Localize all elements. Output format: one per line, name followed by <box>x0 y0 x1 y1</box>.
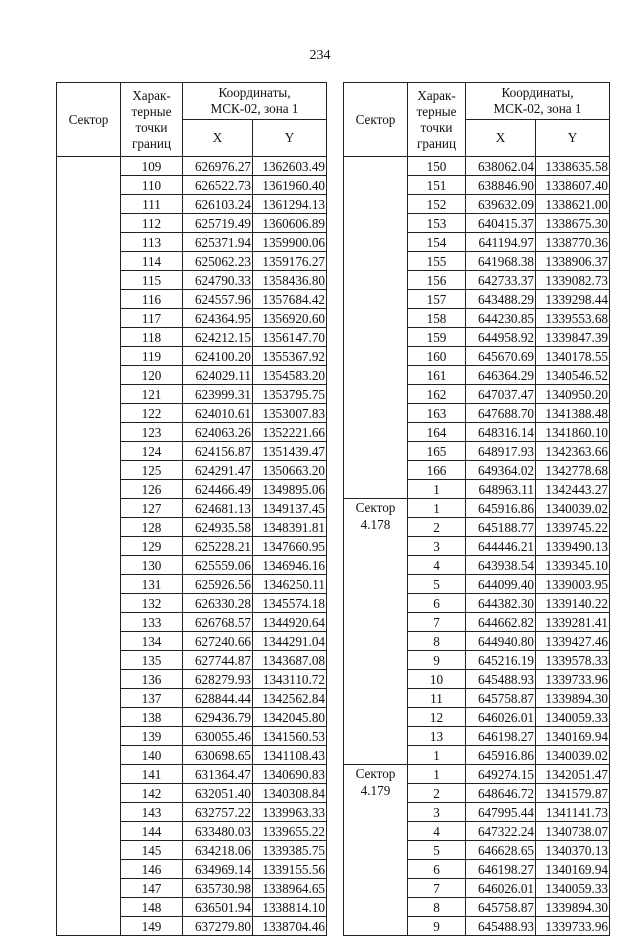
x-coordinate-cell: 639632.09 <box>466 195 536 214</box>
point-number-cell: 129 <box>121 537 183 556</box>
y-coordinate-cell: 1341560.53 <box>253 727 327 746</box>
x-coordinate-cell: 625559.06 <box>183 556 253 575</box>
point-number-cell: 142 <box>121 784 183 803</box>
header-points-line: точки <box>420 119 453 135</box>
point-number-cell: 120 <box>121 366 183 385</box>
y-coordinate-cell: 1339578.33 <box>536 651 610 670</box>
y-coordinate-cell: 1339155.56 <box>253 860 327 879</box>
header-sector: Сектор <box>344 83 408 157</box>
point-number-cell: 159 <box>408 328 466 347</box>
sector-label: Сектор <box>355 500 396 515</box>
header-points-line: терные <box>131 103 172 119</box>
point-number-cell: 166 <box>408 461 466 480</box>
x-coordinate-cell: 643938.54 <box>466 556 536 575</box>
x-coordinate-cell: 645216.19 <box>466 651 536 670</box>
x-coordinate-cell: 640415.37 <box>466 214 536 233</box>
x-coordinate-cell: 625926.56 <box>183 575 253 594</box>
y-coordinate-cell: 1339894.30 <box>536 898 610 917</box>
x-coordinate-cell: 629436.79 <box>183 708 253 727</box>
y-coordinate-cell: 1351439.47 <box>253 442 327 461</box>
x-coordinate-cell: 646364.29 <box>466 366 536 385</box>
y-coordinate-cell: 1339385.75 <box>253 841 327 860</box>
y-coordinate-cell: 1341388.48 <box>536 404 610 423</box>
x-coordinate-cell: 638062.04 <box>466 157 536 176</box>
y-coordinate-cell: 1350663.20 <box>253 461 327 480</box>
point-number-cell: 134 <box>121 632 183 651</box>
point-number-cell: 118 <box>121 328 183 347</box>
y-coordinate-cell: 1361294.13 <box>253 195 327 214</box>
y-coordinate-cell: 1341108.43 <box>253 746 327 765</box>
y-coordinate-cell: 1345574.18 <box>253 594 327 613</box>
point-number-cell: 5 <box>408 841 466 860</box>
sector-label: 4.179 <box>360 783 391 798</box>
header-coordinates <box>183 83 327 120</box>
point-number-cell: 111 <box>121 195 183 214</box>
coordinates-table-right <box>343 82 610 936</box>
x-coordinate-cell: 643488.29 <box>466 290 536 309</box>
y-coordinate-cell: 1340039.02 <box>536 746 610 765</box>
y-coordinate-cell: 1339733.96 <box>536 670 610 689</box>
y-coordinate-cell: 1356920.60 <box>253 309 327 328</box>
point-number-cell: 8 <box>408 632 466 651</box>
y-coordinate-cell: 1349137.45 <box>253 499 327 518</box>
point-number-cell: 113 <box>121 233 183 252</box>
y-coordinate-cell: 1341141.73 <box>536 803 610 822</box>
y-coordinate-cell: 1341579.87 <box>536 784 610 803</box>
x-coordinate-cell: 646198.27 <box>466 860 536 879</box>
y-coordinate-cell: 1340059.33 <box>536 708 610 727</box>
x-coordinate-cell: 647322.24 <box>466 822 536 841</box>
point-number-cell: 165 <box>408 442 466 461</box>
x-coordinate-cell: 631364.47 <box>183 765 253 784</box>
y-coordinate-cell: 1353007.83 <box>253 404 327 423</box>
x-coordinate-cell: 624935.58 <box>183 518 253 537</box>
x-coordinate-cell: 645916.86 <box>466 746 536 765</box>
point-number-cell: 7 <box>408 879 466 898</box>
point-number-cell: 9 <box>408 651 466 670</box>
y-coordinate-cell: 1339082.73 <box>536 271 610 290</box>
point-number-cell: 136 <box>121 670 183 689</box>
x-coordinate-cell: 645670.69 <box>466 347 536 366</box>
x-coordinate-cell: 634969.14 <box>183 860 253 879</box>
x-coordinate-cell: 626330.28 <box>183 594 253 613</box>
x-coordinate-cell: 648963.11 <box>466 480 536 499</box>
y-coordinate-cell: 1361960.40 <box>253 176 327 195</box>
y-coordinate-cell: 1342051.47 <box>536 765 610 784</box>
y-coordinate-cell: 1340178.55 <box>536 347 610 366</box>
header-points-line: Харак- <box>417 87 456 103</box>
sector-cell <box>344 765 408 936</box>
x-coordinate-cell: 644446.21 <box>466 537 536 556</box>
point-number-cell: 153 <box>408 214 466 233</box>
point-number-cell: 112 <box>121 214 183 233</box>
x-coordinate-cell: 645916.86 <box>466 499 536 518</box>
point-number-cell: 2 <box>408 784 466 803</box>
y-coordinate-cell: 1339894.30 <box>536 689 610 708</box>
y-coordinate-cell: 1339281.41 <box>536 613 610 632</box>
x-coordinate-cell: 632757.22 <box>183 803 253 822</box>
table-body <box>344 157 610 936</box>
header-points-line: границ <box>416 135 457 151</box>
x-coordinate-cell: 624466.49 <box>183 480 253 499</box>
x-coordinate-cell: 646198.27 <box>466 727 536 746</box>
y-coordinate-cell: 1356147.70 <box>253 328 327 347</box>
point-number-cell: 4 <box>408 556 466 575</box>
point-number-cell: 150 <box>408 157 466 176</box>
x-coordinate-cell: 624100.20 <box>183 347 253 366</box>
point-number-cell: 9 <box>408 917 466 936</box>
x-coordinate-cell: 644099.40 <box>466 575 536 594</box>
x-coordinate-cell: 637279.80 <box>183 917 253 936</box>
point-number-cell: 145 <box>121 841 183 860</box>
x-coordinate-cell: 624029.11 <box>183 366 253 385</box>
y-coordinate-cell: 1355367.92 <box>253 347 327 366</box>
y-coordinate-cell: 1359900.06 <box>253 233 327 252</box>
point-number-cell: 117 <box>121 309 183 328</box>
y-coordinate-cell: 1339553.68 <box>536 309 610 328</box>
x-coordinate-cell: 627744.87 <box>183 651 253 670</box>
point-number-cell: 131 <box>121 575 183 594</box>
point-number-cell: 3 <box>408 537 466 556</box>
header-points-line: границ <box>131 135 172 151</box>
point-number-cell: 147 <box>121 879 183 898</box>
sector-label: Сектор <box>355 766 396 781</box>
point-number-cell: 110 <box>121 176 183 195</box>
y-coordinate-cell: 1340738.07 <box>536 822 610 841</box>
y-coordinate-cell: 1339003.95 <box>536 575 610 594</box>
y-coordinate-cell: 1340169.94 <box>536 860 610 879</box>
x-coordinate-cell: 624156.87 <box>183 442 253 461</box>
point-number-cell: 149 <box>121 917 183 936</box>
header-points <box>408 83 466 157</box>
x-coordinate-cell: 623999.31 <box>183 385 253 404</box>
point-number-cell: 1 <box>408 480 466 499</box>
x-coordinate-cell: 645188.77 <box>466 518 536 537</box>
x-coordinate-cell: 628279.93 <box>183 670 253 689</box>
x-coordinate-cell: 635730.98 <box>183 879 253 898</box>
x-coordinate-cell: 636501.94 <box>183 898 253 917</box>
x-coordinate-cell: 649364.02 <box>466 461 536 480</box>
page-number: 234 <box>309 48 331 63</box>
point-number-cell: 164 <box>408 423 466 442</box>
x-coordinate-cell: 645758.87 <box>466 898 536 917</box>
x-coordinate-cell: 647995.44 <box>466 803 536 822</box>
header-points-line: точки <box>135 119 168 135</box>
x-coordinate-cell: 648917.93 <box>466 442 536 461</box>
x-coordinate-cell: 630055.46 <box>183 727 253 746</box>
y-coordinate-cell: 1346250.11 <box>253 575 327 594</box>
x-coordinate-cell: 644940.80 <box>466 632 536 651</box>
x-coordinate-cell: 646628.65 <box>466 841 536 860</box>
point-number-cell: 125 <box>121 461 183 480</box>
header-coordinates-line: Координаты, <box>501 85 574 100</box>
point-number-cell: 151 <box>408 176 466 195</box>
x-coordinate-cell: 646026.01 <box>466 879 536 898</box>
x-coordinate-cell: 641968.38 <box>466 252 536 271</box>
point-number-cell: 6 <box>408 860 466 879</box>
y-coordinate-cell: 1338814.10 <box>253 898 327 917</box>
point-number-cell: 7 <box>408 613 466 632</box>
point-number-cell: 144 <box>121 822 183 841</box>
table-row <box>57 157 327 176</box>
y-coordinate-cell: 1342045.80 <box>253 708 327 727</box>
y-coordinate-cell: 1348391.81 <box>253 518 327 537</box>
y-coordinate-cell: 1338704.46 <box>253 917 327 936</box>
point-number-cell: 4 <box>408 822 466 841</box>
point-number-cell: 122 <box>121 404 183 423</box>
table-row <box>344 499 610 518</box>
point-number-cell: 137 <box>121 689 183 708</box>
y-coordinate-cell: 1343687.08 <box>253 651 327 670</box>
point-number-cell: 163 <box>408 404 466 423</box>
point-number-cell: 2 <box>408 518 466 537</box>
x-coordinate-cell: 645488.93 <box>466 917 536 936</box>
y-coordinate-cell: 1339345.10 <box>536 556 610 575</box>
point-number-cell: 115 <box>121 271 183 290</box>
header-x: X <box>183 120 253 157</box>
coordinates-table-left <box>56 82 327 936</box>
header-coordinates-line: МСК-02, зона 1 <box>210 101 299 116</box>
point-number-cell: 140 <box>121 746 183 765</box>
sector-label: 4.178 <box>360 517 391 532</box>
header-coordinates <box>466 83 610 120</box>
point-number-cell: 1 <box>408 499 466 518</box>
x-coordinate-cell: 624790.33 <box>183 271 253 290</box>
header-y: Y <box>536 120 610 157</box>
header-coordinates-line: МСК-02, зона 1 <box>493 101 582 116</box>
y-coordinate-cell: 1360606.89 <box>253 214 327 233</box>
y-coordinate-cell: 1342443.27 <box>536 480 610 499</box>
y-coordinate-cell: 1343110.72 <box>253 670 327 689</box>
x-coordinate-cell: 642733.37 <box>466 271 536 290</box>
x-coordinate-cell: 624557.96 <box>183 290 253 309</box>
point-number-cell: 1 <box>408 746 466 765</box>
x-coordinate-cell: 649274.15 <box>466 765 536 784</box>
point-number-cell: 158 <box>408 309 466 328</box>
y-coordinate-cell: 1338607.40 <box>536 176 610 195</box>
x-coordinate-cell: 648646.72 <box>466 784 536 803</box>
x-coordinate-cell: 627240.66 <box>183 632 253 651</box>
y-coordinate-cell: 1339733.96 <box>536 917 610 936</box>
y-coordinate-cell: 1342778.68 <box>536 461 610 480</box>
x-coordinate-cell: 644230.85 <box>466 309 536 328</box>
y-coordinate-cell: 1338675.30 <box>536 214 610 233</box>
y-coordinate-cell: 1340059.33 <box>536 879 610 898</box>
x-coordinate-cell: 645758.87 <box>466 689 536 708</box>
point-number-cell: 6 <box>408 594 466 613</box>
point-number-cell: 156 <box>408 271 466 290</box>
y-coordinate-cell: 1339847.39 <box>536 328 610 347</box>
x-coordinate-cell: 634218.06 <box>183 841 253 860</box>
y-coordinate-cell: 1340169.94 <box>536 727 610 746</box>
point-number-cell: 121 <box>121 385 183 404</box>
point-number-cell: 130 <box>121 556 183 575</box>
point-number-cell: 162 <box>408 385 466 404</box>
x-coordinate-cell: 645488.93 <box>466 670 536 689</box>
x-coordinate-cell: 644382.30 <box>466 594 536 613</box>
x-coordinate-cell: 624212.15 <box>183 328 253 347</box>
x-coordinate-cell: 638846.90 <box>466 176 536 195</box>
point-number-cell: 141 <box>121 765 183 784</box>
header-points <box>121 83 183 157</box>
x-coordinate-cell: 624010.61 <box>183 404 253 423</box>
x-coordinate-cell: 647688.70 <box>466 404 536 423</box>
y-coordinate-cell: 1338621.00 <box>536 195 610 214</box>
point-number-cell: 132 <box>121 594 183 613</box>
y-coordinate-cell: 1339745.22 <box>536 518 610 537</box>
point-number-cell: 1 <box>408 765 466 784</box>
y-coordinate-cell: 1346946.16 <box>253 556 327 575</box>
y-coordinate-cell: 1339298.44 <box>536 290 610 309</box>
x-coordinate-cell: 625371.94 <box>183 233 253 252</box>
point-number-cell: 146 <box>121 860 183 879</box>
y-coordinate-cell: 1352221.66 <box>253 423 327 442</box>
y-coordinate-cell: 1359176.27 <box>253 252 327 271</box>
y-coordinate-cell: 1344920.64 <box>253 613 327 632</box>
point-number-cell: 154 <box>408 233 466 252</box>
point-number-cell: 119 <box>121 347 183 366</box>
y-coordinate-cell: 1339655.22 <box>253 822 327 841</box>
x-coordinate-cell: 644958.92 <box>466 328 536 347</box>
y-coordinate-cell: 1340546.52 <box>536 366 610 385</box>
point-number-cell: 109 <box>121 157 183 176</box>
point-number-cell: 8 <box>408 898 466 917</box>
point-number-cell: 3 <box>408 803 466 822</box>
point-number-cell: 143 <box>121 803 183 822</box>
y-coordinate-cell: 1338906.37 <box>536 252 610 271</box>
y-coordinate-cell: 1340370.13 <box>536 841 610 860</box>
y-coordinate-cell: 1344291.04 <box>253 632 327 651</box>
point-number-cell: 139 <box>121 727 183 746</box>
y-coordinate-cell: 1339140.22 <box>536 594 610 613</box>
x-coordinate-cell: 626976.27 <box>183 157 253 176</box>
y-coordinate-cell: 1362603.49 <box>253 157 327 176</box>
x-coordinate-cell: 626103.24 <box>183 195 253 214</box>
header-coordinates-line: Координаты, <box>218 85 291 100</box>
point-number-cell: 135 <box>121 651 183 670</box>
x-coordinate-cell: 641194.97 <box>466 233 536 252</box>
point-number-cell: 157 <box>408 290 466 309</box>
x-coordinate-cell: 625228.21 <box>183 537 253 556</box>
y-coordinate-cell: 1340950.20 <box>536 385 610 404</box>
header-points-line: терные <box>416 103 457 119</box>
header-x: X <box>466 120 536 157</box>
x-coordinate-cell: 632051.40 <box>183 784 253 803</box>
y-coordinate-cell: 1342363.66 <box>536 442 610 461</box>
x-coordinate-cell: 646026.01 <box>466 708 536 727</box>
point-number-cell: 148 <box>121 898 183 917</box>
table-row <box>344 157 610 176</box>
y-coordinate-cell: 1338964.65 <box>253 879 327 898</box>
y-coordinate-cell: 1347660.95 <box>253 537 327 556</box>
y-coordinate-cell: 1339490.13 <box>536 537 610 556</box>
table-body <box>57 157 327 936</box>
y-coordinate-cell: 1341860.10 <box>536 423 610 442</box>
y-coordinate-cell: 1354583.20 <box>253 366 327 385</box>
y-coordinate-cell: 1340308.84 <box>253 784 327 803</box>
y-coordinate-cell: 1349895.06 <box>253 480 327 499</box>
point-number-cell: 11 <box>408 689 466 708</box>
x-coordinate-cell: 625062.23 <box>183 252 253 271</box>
point-number-cell: 12 <box>408 708 466 727</box>
x-coordinate-cell: 624291.47 <box>183 461 253 480</box>
point-number-cell: 152 <box>408 195 466 214</box>
header-points-line: Харак- <box>132 87 171 103</box>
point-number-cell: 5 <box>408 575 466 594</box>
y-coordinate-cell: 1357684.42 <box>253 290 327 309</box>
x-coordinate-cell: 647037.47 <box>466 385 536 404</box>
x-coordinate-cell: 644662.82 <box>466 613 536 632</box>
y-coordinate-cell: 1338770.36 <box>536 233 610 252</box>
sector-cell <box>57 157 121 936</box>
point-number-cell: 13 <box>408 727 466 746</box>
sector-cell <box>344 499 408 765</box>
x-coordinate-cell: 630698.65 <box>183 746 253 765</box>
y-coordinate-cell: 1342562.84 <box>253 689 327 708</box>
point-number-cell: 133 <box>121 613 183 632</box>
x-coordinate-cell: 624364.95 <box>183 309 253 328</box>
point-number-cell: 124 <box>121 442 183 461</box>
x-coordinate-cell: 624681.13 <box>183 499 253 518</box>
x-coordinate-cell: 624063.26 <box>183 423 253 442</box>
y-coordinate-cell: 1338635.58 <box>536 157 610 176</box>
y-coordinate-cell: 1340039.02 <box>536 499 610 518</box>
y-coordinate-cell: 1353795.75 <box>253 385 327 404</box>
x-coordinate-cell: 626768.57 <box>183 613 253 632</box>
point-number-cell: 126 <box>121 480 183 499</box>
point-number-cell: 155 <box>408 252 466 271</box>
point-number-cell: 160 <box>408 347 466 366</box>
y-coordinate-cell: 1340690.83 <box>253 765 327 784</box>
y-coordinate-cell: 1339963.33 <box>253 803 327 822</box>
point-number-cell: 161 <box>408 366 466 385</box>
point-number-cell: 138 <box>121 708 183 727</box>
header-sector: Сектор <box>57 83 121 157</box>
x-coordinate-cell: 648316.14 <box>466 423 536 442</box>
header-y: Y <box>253 120 327 157</box>
x-coordinate-cell: 625719.49 <box>183 214 253 233</box>
x-coordinate-cell: 628844.44 <box>183 689 253 708</box>
point-number-cell: 114 <box>121 252 183 271</box>
point-number-cell: 128 <box>121 518 183 537</box>
point-number-cell: 10 <box>408 670 466 689</box>
x-coordinate-cell: 626522.73 <box>183 176 253 195</box>
y-coordinate-cell: 1339427.46 <box>536 632 610 651</box>
y-coordinate-cell: 1358436.80 <box>253 271 327 290</box>
sector-cell <box>344 157 408 499</box>
point-number-cell: 127 <box>121 499 183 518</box>
x-coordinate-cell: 633480.03 <box>183 822 253 841</box>
point-number-cell: 123 <box>121 423 183 442</box>
table-row <box>344 765 610 784</box>
point-number-cell: 116 <box>121 290 183 309</box>
